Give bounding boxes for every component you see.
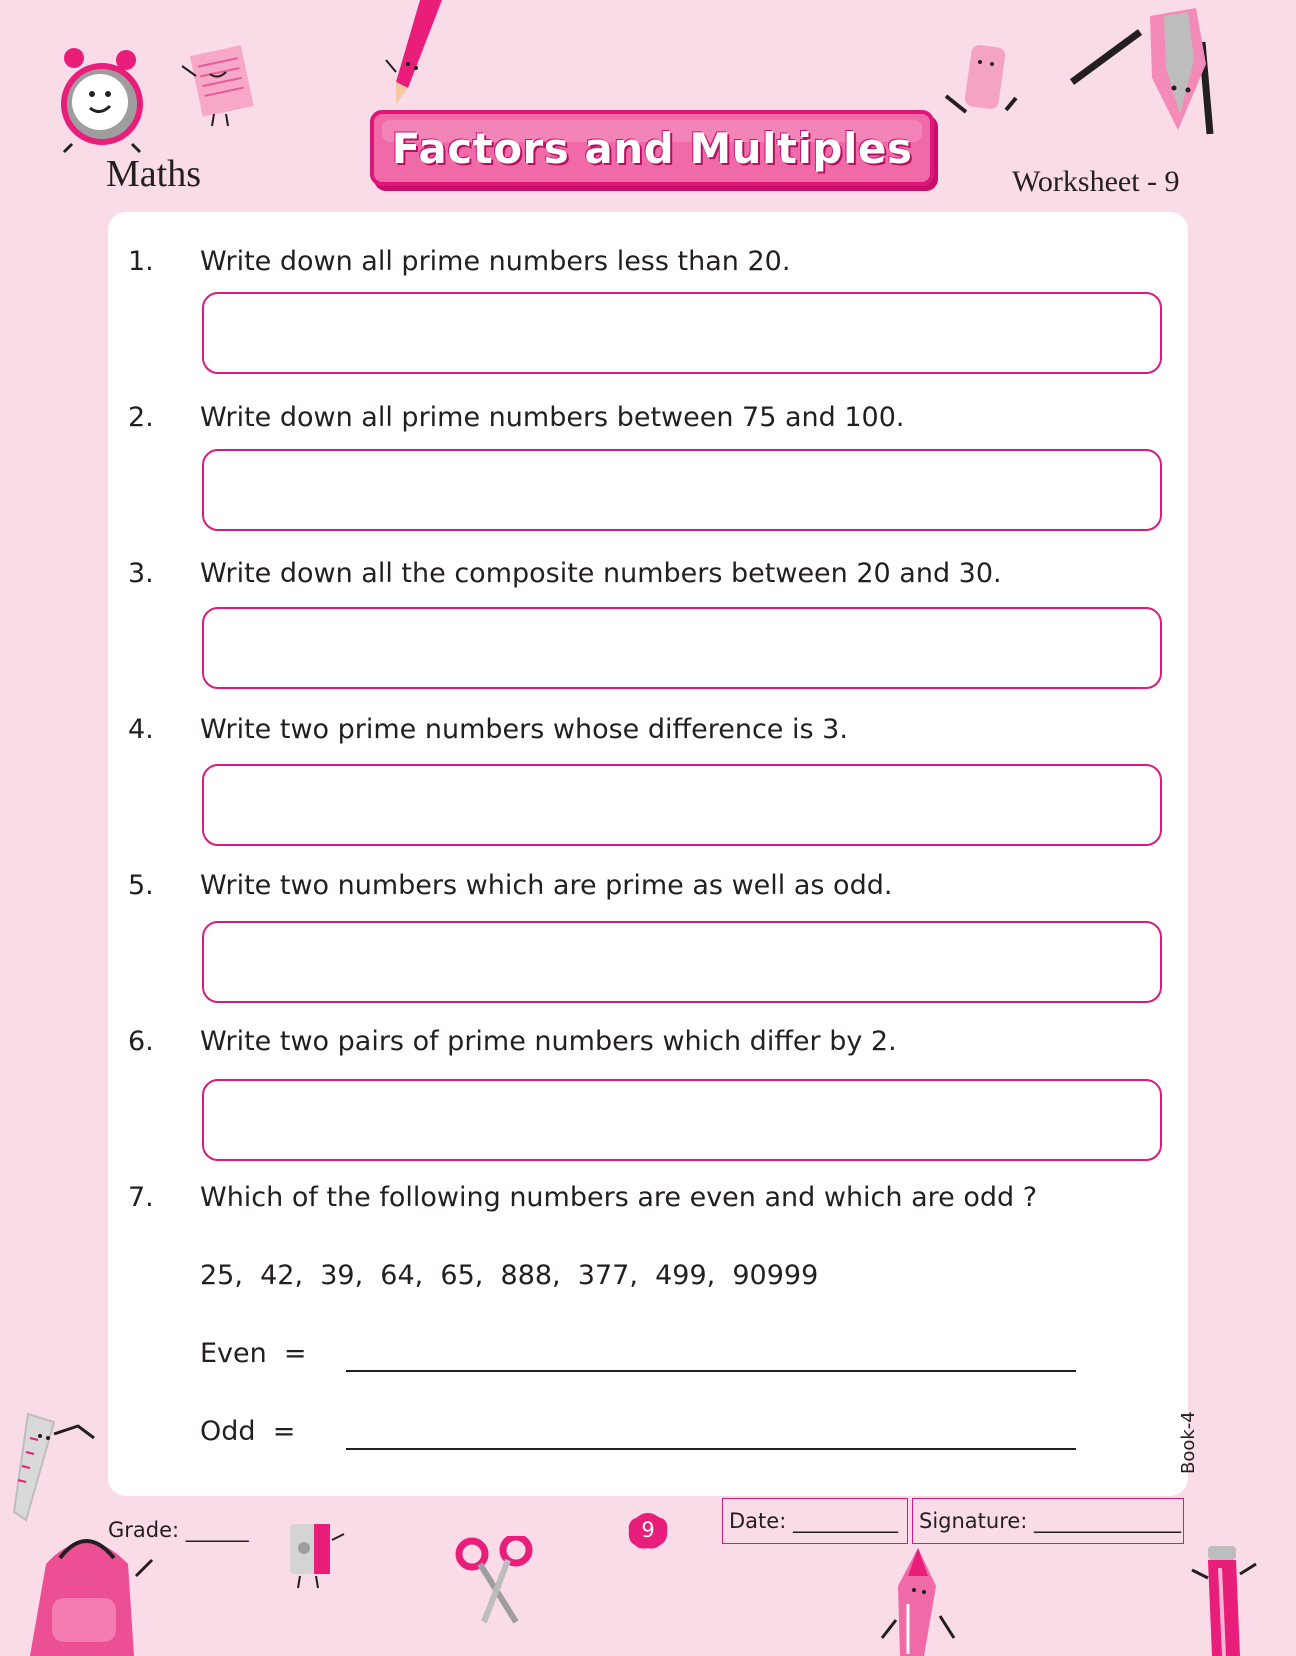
pencil-character-icon [380, 0, 450, 112]
compass-pencil-icon [1070, 6, 1220, 136]
answer-box[interactable] [202, 921, 1162, 1003]
crayon-character-icon [878, 1546, 958, 1656]
worksheet-number: Worksheet - 9 [1012, 165, 1180, 198]
question-number: 1. [128, 246, 154, 277]
subject-label: Maths [106, 153, 201, 195]
title-banner [370, 110, 934, 186]
signature-label: Signature: ______________ [919, 1509, 1182, 1533]
book-label: Book-4 [1178, 1411, 1199, 1474]
answer-box[interactable] [202, 764, 1162, 846]
notepad-character-icon [178, 42, 264, 128]
odd-answer-line[interactable] [346, 1448, 1076, 1450]
question-text: Write down all prime numbers less than 20. [200, 246, 791, 277]
answer-box[interactable] [202, 607, 1162, 689]
question-number: 2. [128, 402, 154, 433]
even-answer-line[interactable] [346, 1370, 1076, 1372]
date-field[interactable] [722, 1498, 908, 1544]
scissors-icon [454, 1536, 536, 1626]
answer-box[interactable] [202, 1079, 1162, 1161]
question-text: Which of the following numbers are even and which are odd ? [200, 1182, 1038, 1213]
question-number: 7. [128, 1182, 154, 1213]
question-number: 4. [128, 714, 154, 745]
answer-box[interactable] [202, 292, 1162, 374]
page-number: 9 [641, 1518, 655, 1542]
question-number: 5. [128, 870, 154, 901]
answer-box[interactable] [202, 449, 1162, 531]
signature-field[interactable] [912, 1498, 1184, 1544]
ruler-character-icon [8, 1408, 98, 1528]
number-list: 25, 42, 39, 64, 65, 888, 377, 499, 90999 [200, 1260, 819, 1291]
date-label: Date: __________ [729, 1509, 898, 1533]
even-label: Even = [200, 1338, 307, 1369]
backpack-icon [16, 1524, 156, 1656]
page-title: Factors and Multiples [391, 123, 913, 173]
question-number: 3. [128, 558, 154, 589]
question-text: Write two pairs of prime numbers which differ by 2. [200, 1026, 897, 1057]
sharpener-character-icon [284, 1520, 348, 1590]
question-text: Write down all prime numbers between 75 and 100. [200, 402, 905, 433]
question-text: Write two prime numbers whose difference is 3. [200, 714, 848, 745]
question-number: 6. [128, 1026, 154, 1057]
pen-character-icon [1190, 1540, 1260, 1656]
question-text: Write two numbers which are prime as well as odd. [200, 870, 893, 901]
odd-label: Odd = [200, 1416, 296, 1447]
eraser-character-icon [944, 40, 1026, 122]
alarm-clock-icon [52, 44, 152, 154]
grade-field: Grade: ______ [108, 1518, 249, 1542]
question-text: Write down all the composite numbers between 20 and 30. [200, 558, 1002, 589]
